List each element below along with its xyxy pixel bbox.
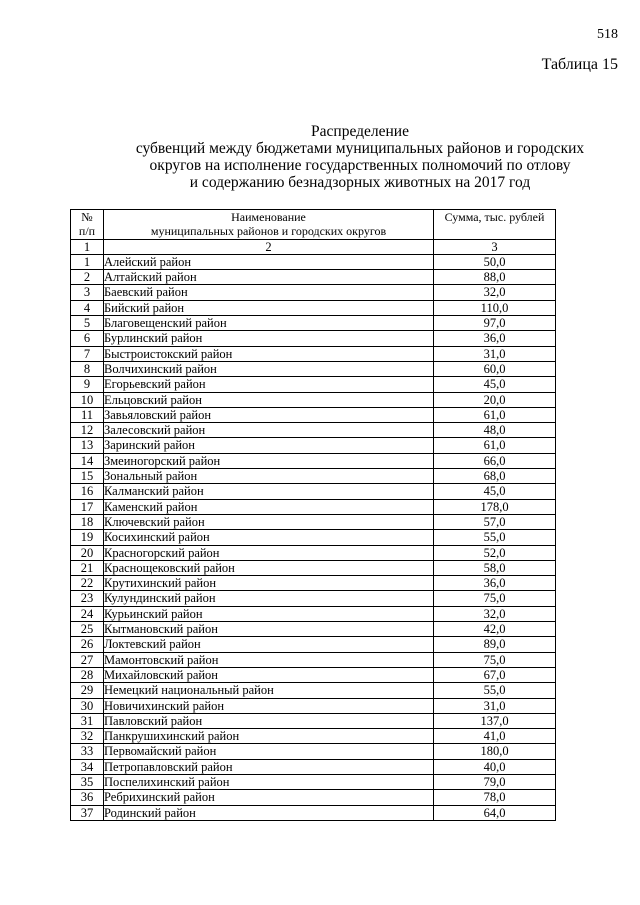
row-number: 24 <box>71 606 104 621</box>
subsidy-amount: 89,0 <box>434 637 556 652</box>
row-number: 12 <box>71 423 104 438</box>
subsidy-amount: 75,0 <box>434 652 556 667</box>
district-name: Каменский район <box>104 499 434 514</box>
subsidy-amount: 60,0 <box>434 361 556 376</box>
subsidy-amount: 67,0 <box>434 667 556 682</box>
header-name-line-1: Наименование <box>231 210 306 224</box>
header-name-line-2: муниципальных районов и городских округов <box>150 224 387 239</box>
district-name: Крутихинский район <box>104 576 434 591</box>
subsidy-amount: 31,0 <box>434 346 556 361</box>
table-row <box>71 300 556 315</box>
table-row <box>71 438 556 453</box>
header-number-line-2: п/п <box>78 224 96 239</box>
district-name: Зональный район <box>104 469 434 484</box>
table-row <box>71 346 556 361</box>
district-name: Поспелихинский район <box>104 774 434 789</box>
subsidy-amount: 50,0 <box>434 254 556 269</box>
table-row <box>71 576 556 591</box>
table-row <box>71 591 556 606</box>
district-name: Новичихинский район <box>104 698 434 713</box>
header-sum-line: Сумма, тыс. рублей <box>444 210 545 224</box>
subsidy-amount: 41,0 <box>434 729 556 744</box>
row-number: 5 <box>71 316 104 331</box>
district-name: Краснощековский район <box>104 560 434 575</box>
district-name: Бурлинский район <box>104 331 434 346</box>
row-number: 32 <box>71 729 104 744</box>
row-number: 20 <box>71 545 104 560</box>
subsidy-amount: 52,0 <box>434 545 556 560</box>
subsidy-amount: 36,0 <box>434 576 556 591</box>
district-name: Волчихинский район <box>104 361 434 376</box>
district-name: Залесовский район <box>104 423 434 438</box>
header-number-line-1: № <box>81 210 93 224</box>
subsidy-amount: 61,0 <box>434 407 556 422</box>
column-number-2: 2 <box>104 239 434 254</box>
header-name <box>104 210 434 240</box>
page-number: 518 <box>597 27 618 42</box>
table-row <box>71 622 556 637</box>
subsidy-amount: 75,0 <box>434 591 556 606</box>
table-row <box>71 285 556 300</box>
row-number: 27 <box>71 652 104 667</box>
table-row <box>71 652 556 667</box>
table-row <box>71 316 556 331</box>
table-row <box>71 254 556 269</box>
subsidy-amount: 32,0 <box>434 285 556 300</box>
table-row <box>71 606 556 621</box>
subsidy-amount: 61,0 <box>434 438 556 453</box>
table-row <box>71 499 556 514</box>
table-row <box>71 759 556 774</box>
district-name: Егорьевский район <box>104 377 434 392</box>
subsidy-amount: 180,0 <box>434 744 556 759</box>
document-title <box>96 123 624 191</box>
table-row <box>71 774 556 789</box>
district-name: Завьяловский район <box>104 407 434 422</box>
district-name: Косихинский район <box>104 530 434 545</box>
header-sum <box>434 210 556 240</box>
column-number-3: 3 <box>434 239 556 254</box>
subsidy-amount: 137,0 <box>434 713 556 728</box>
row-number: 35 <box>71 774 104 789</box>
row-number: 8 <box>71 361 104 376</box>
table-row <box>71 560 556 575</box>
subsidy-amount: 55,0 <box>434 530 556 545</box>
table-row <box>71 392 556 407</box>
row-number: 15 <box>71 469 104 484</box>
district-name: Заринский район <box>104 438 434 453</box>
table-label: Таблица 15 <box>541 56 618 73</box>
row-number: 16 <box>71 484 104 499</box>
row-number: 19 <box>71 530 104 545</box>
district-name: Алтайский район <box>104 270 434 285</box>
district-name: Ребрихинский район <box>104 790 434 805</box>
row-number: 36 <box>71 790 104 805</box>
column-number-1: 1 <box>71 239 104 254</box>
table-row <box>71 484 556 499</box>
table-row <box>71 545 556 560</box>
row-number: 31 <box>71 713 104 728</box>
subsidy-amount: 31,0 <box>434 698 556 713</box>
district-name: Родинский район <box>104 805 434 820</box>
table-header-row <box>71 210 556 240</box>
district-name: Первомайский район <box>104 744 434 759</box>
row-number: 29 <box>71 683 104 698</box>
row-number: 28 <box>71 667 104 682</box>
row-number: 37 <box>71 805 104 820</box>
district-name: Панкрушихинский район <box>104 729 434 744</box>
district-name: Быстроистокский район <box>104 346 434 361</box>
district-name: Михайловский район <box>104 667 434 682</box>
subsidy-amount: 58,0 <box>434 560 556 575</box>
row-number: 30 <box>71 698 104 713</box>
table-row <box>71 637 556 652</box>
row-number: 13 <box>71 438 104 453</box>
row-number: 4 <box>71 300 104 315</box>
subsidy-amount: 32,0 <box>434 606 556 621</box>
subsidy-amount: 45,0 <box>434 377 556 392</box>
district-name: Немецкий национальный район <box>104 683 434 698</box>
district-name: Бийский район <box>104 300 434 315</box>
subsidy-amount: 45,0 <box>434 484 556 499</box>
district-name: Курьинский район <box>104 606 434 621</box>
title-line-3: округов на исполнение государственных полномочий по отлову <box>149 157 571 174</box>
table-row <box>71 744 556 759</box>
subsidy-amount: 110,0 <box>434 300 556 315</box>
table-row <box>71 453 556 468</box>
row-number: 18 <box>71 514 104 529</box>
row-number: 17 <box>71 499 104 514</box>
subsidy-amount: 68,0 <box>434 469 556 484</box>
table-row <box>71 698 556 713</box>
table-row <box>71 713 556 728</box>
district-name: Змеиногорский район <box>104 453 434 468</box>
district-name: Кытмановский район <box>104 622 434 637</box>
subsidy-amount: 55,0 <box>434 683 556 698</box>
row-number: 34 <box>71 759 104 774</box>
table-row <box>71 729 556 744</box>
table-row <box>71 805 556 820</box>
subsidy-amount: 97,0 <box>434 316 556 331</box>
header-number <box>71 210 104 240</box>
subsidy-amount: 88,0 <box>434 270 556 285</box>
subsidy-amount: 79,0 <box>434 774 556 789</box>
district-name: Локтевский район <box>104 637 434 652</box>
table-row <box>71 270 556 285</box>
subsidy-amount: 40,0 <box>434 759 556 774</box>
title-line-1: Распределение <box>311 123 409 140</box>
row-number: 25 <box>71 622 104 637</box>
subsidy-amount: 20,0 <box>434 392 556 407</box>
subsidy-amount: 66,0 <box>434 453 556 468</box>
table-row <box>71 423 556 438</box>
district-name: Павловский район <box>104 713 434 728</box>
row-number: 22 <box>71 576 104 591</box>
table-row <box>71 530 556 545</box>
district-name: Мамонтовский район <box>104 652 434 667</box>
row-number: 26 <box>71 637 104 652</box>
subsidy-amount: 178,0 <box>434 499 556 514</box>
row-number: 21 <box>71 560 104 575</box>
district-name: Кулундинский район <box>104 591 434 606</box>
district-name: Баевский район <box>104 285 434 300</box>
subsidy-amount: 36,0 <box>434 331 556 346</box>
table-row <box>71 469 556 484</box>
row-number: 1 <box>71 254 104 269</box>
district-name: Красногорский район <box>104 545 434 560</box>
row-number: 3 <box>71 285 104 300</box>
title-line-4: и содержанию безнадзорных животных на 2017 год <box>189 174 531 191</box>
row-number: 33 <box>71 744 104 759</box>
table-row <box>71 331 556 346</box>
table-row <box>71 790 556 805</box>
table-row <box>71 683 556 698</box>
row-number: 6 <box>71 331 104 346</box>
row-number: 10 <box>71 392 104 407</box>
subsidy-amount: 48,0 <box>434 423 556 438</box>
district-name: Петропавловский район <box>104 759 434 774</box>
column-numbers-row <box>71 239 556 254</box>
subsidy-amount: 57,0 <box>434 514 556 529</box>
table-row <box>71 407 556 422</box>
row-number: 9 <box>71 377 104 392</box>
distribution-table <box>70 209 556 821</box>
district-name: Ельцовский район <box>104 392 434 407</box>
table-row <box>71 377 556 392</box>
row-number: 11 <box>71 407 104 422</box>
subsidy-amount: 78,0 <box>434 790 556 805</box>
row-number: 23 <box>71 591 104 606</box>
row-number: 14 <box>71 453 104 468</box>
table-row <box>71 361 556 376</box>
district-name: Ключевский район <box>104 514 434 529</box>
row-number: 2 <box>71 270 104 285</box>
subsidy-amount: 64,0 <box>434 805 556 820</box>
title-line-2: субвенций между бюджетами муниципальных районов и городских <box>135 140 585 157</box>
table-row <box>71 667 556 682</box>
district-name: Благовещенский район <box>104 316 434 331</box>
district-name: Калманский район <box>104 484 434 499</box>
table-row <box>71 514 556 529</box>
district-name: Алейский район <box>104 254 434 269</box>
subsidy-amount: 42,0 <box>434 622 556 637</box>
row-number: 7 <box>71 346 104 361</box>
